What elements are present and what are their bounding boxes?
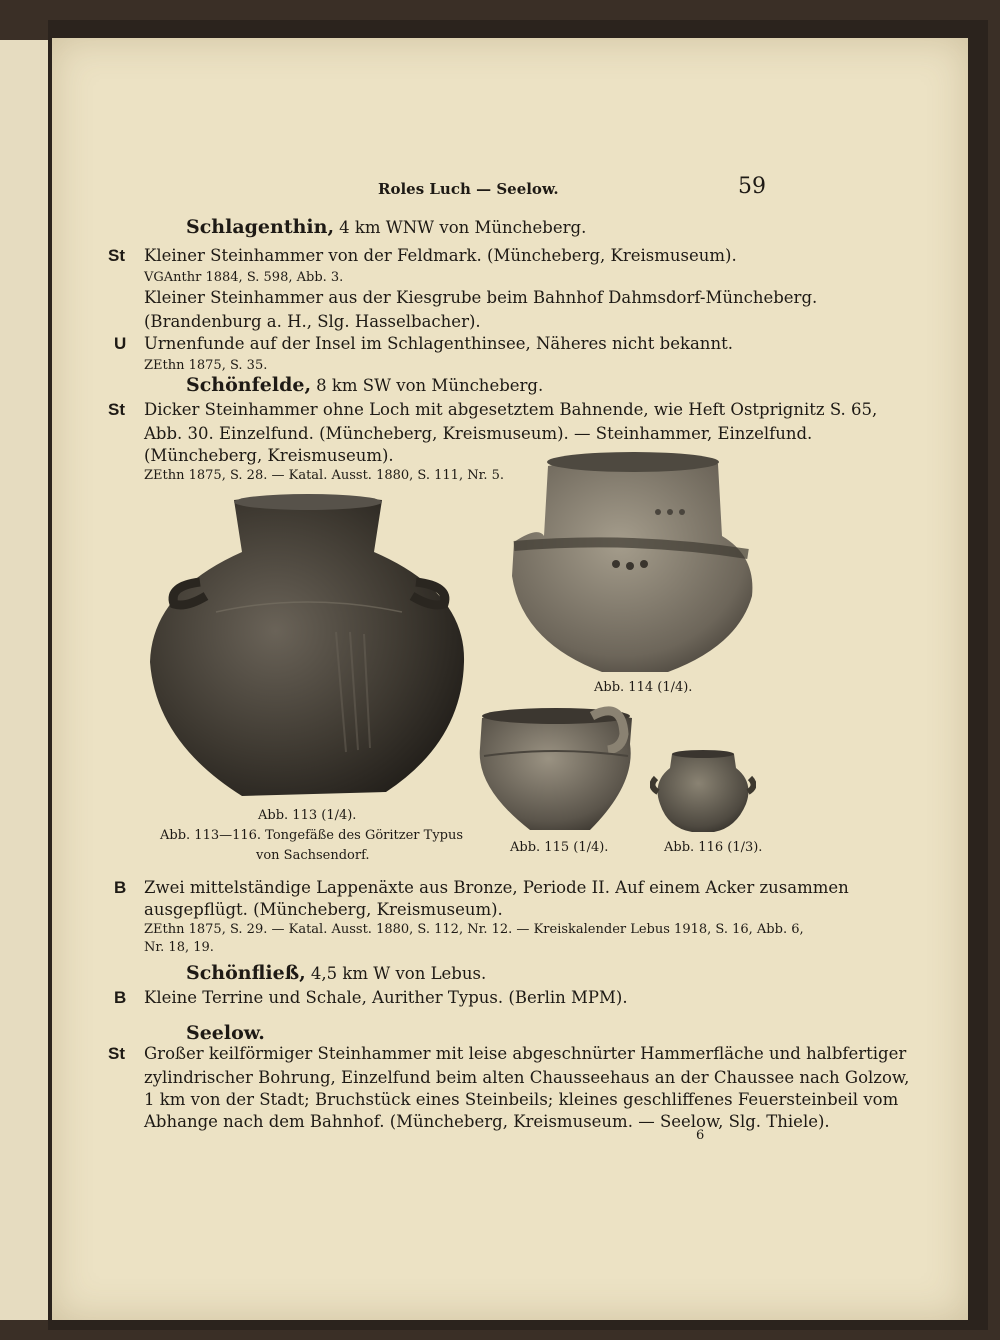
place-location: 8 km SW von Müncheberg. — [316, 376, 544, 395]
heading-schoenfliess — [186, 962, 486, 984]
marker-st: St — [108, 1044, 125, 1063]
entry-line: Kleiner Steinhammer von der Feldmark. (Müncheberg, Kreismuseum). — [144, 246, 737, 265]
caption-fig-113: Abb. 113 (1/4). — [258, 808, 357, 823]
entry-line: Zwei mittelständige Lappenäxte aus Bronze, Periode II. Auf einem Acker zusammen — [144, 878, 849, 897]
left-page-edge — [0, 40, 48, 1320]
entry-line: Großer keilförmiger Steinhammer mit leise abgeschnürter Hammerfläche und halbfertiger — [144, 1044, 907, 1063]
figure-115-photo — [472, 704, 640, 834]
entry-line: Dicker Steinhammer ohne Loch mit abgesetztem Bahnende, wie Heft Ostprignitz S. 65, — [144, 400, 878, 419]
reference-line: ZEthn 1875, S. 28. — Katal. Ausst. 1880, S. 111, Nr. 5. — [144, 468, 505, 483]
figure-114-photo — [508, 446, 758, 676]
place-title: Schlagenthin, — [186, 216, 335, 238]
marker-st: St — [108, 246, 125, 265]
caption-fig-115: Abb. 115 (1/4). — [510, 840, 609, 855]
reference-line: ZEthn 1875, S. 35. — [144, 358, 268, 373]
heading-seelow: Seelow. — [186, 1022, 265, 1044]
entry-line: ausgepflügt. (Müncheberg, Kreismuseum). — [144, 900, 503, 919]
marker-b: B — [114, 878, 127, 897]
place-location: 4,5 km W von Lebus. — [310, 964, 487, 983]
marker-st: St — [108, 400, 125, 419]
entry-line: Abb. 30. Einzelfund. (Müncheberg, Kreismuseum). — Steinhammer, Einzelfund. — [144, 424, 813, 443]
marker-b: B — [114, 988, 127, 1007]
reference-line: Nr. 18, 19. — [144, 940, 214, 955]
entry-line: (Müncheberg, Kreismuseum). — [144, 446, 394, 465]
reference-line: VGAnthr 1884, S. 598, Abb. 3. — [144, 270, 344, 285]
caption-fig-114: Abb. 114 (1/4). — [594, 680, 693, 695]
heading-schoenfelde — [186, 374, 543, 396]
running-head: Roles Luch — Seelow. — [378, 180, 559, 198]
figure-113-photo — [146, 492, 472, 804]
heading-schlagenthin — [186, 216, 586, 238]
caption-figs-113-116: Abb. 113—116. Tongefäße des Göritzer Typus — [160, 828, 464, 843]
entry-line: Kleine Terrine und Schale, Aurither Typus. (Berlin MPM). — [144, 988, 628, 1007]
caption-sachsendorf: von Sachsendorf. — [256, 848, 370, 863]
entry-line: (Brandenburg a. H., Slg. Hasselbacher). — [144, 312, 481, 331]
caption-fig-116: Abb. 116 (1/3). — [664, 840, 763, 855]
book-page — [52, 38, 968, 1320]
entry-line: 1 km von der Stadt; Bruchstück eines Steinbeils; kleines geschliffenes Feuersteinbeil vom — [144, 1090, 899, 1109]
entry-line: zylindrischer Bohrung, Einzelfund beim alten Chausseehaus an der Chaussee nach Golzow, — [144, 1068, 910, 1087]
marker-u: U — [114, 334, 127, 353]
place-location: 4 km WNW von Müncheberg. — [339, 218, 587, 237]
figure-116-photo — [650, 748, 756, 834]
entry-line: Urnenfunde auf der Insel im Schlagenthinsee, Näheres nicht bekannt. — [144, 334, 733, 353]
reference-line: ZEthn 1875, S. 29. — Katal. Ausst. 1880, S. 112, Nr. 12. — Kreiskalender Lebus 1918, S. 16, Abb. 6, — [144, 922, 804, 937]
place-title: Schönfließ, — [186, 962, 306, 984]
signature-mark: 6 — [696, 1128, 705, 1143]
entry-line: Kleiner Steinhammer aus der Kiesgrube beim Bahnhof Dahmsdorf-Müncheberg. — [144, 288, 818, 307]
place-title: Schönfelde, — [186, 374, 312, 396]
page-number: 59 — [738, 174, 766, 199]
entry-line: Abhange nach dem Bahnhof. (Müncheberg, Kreismuseum. — Seelow, Slg. Thiele). — [144, 1112, 830, 1131]
